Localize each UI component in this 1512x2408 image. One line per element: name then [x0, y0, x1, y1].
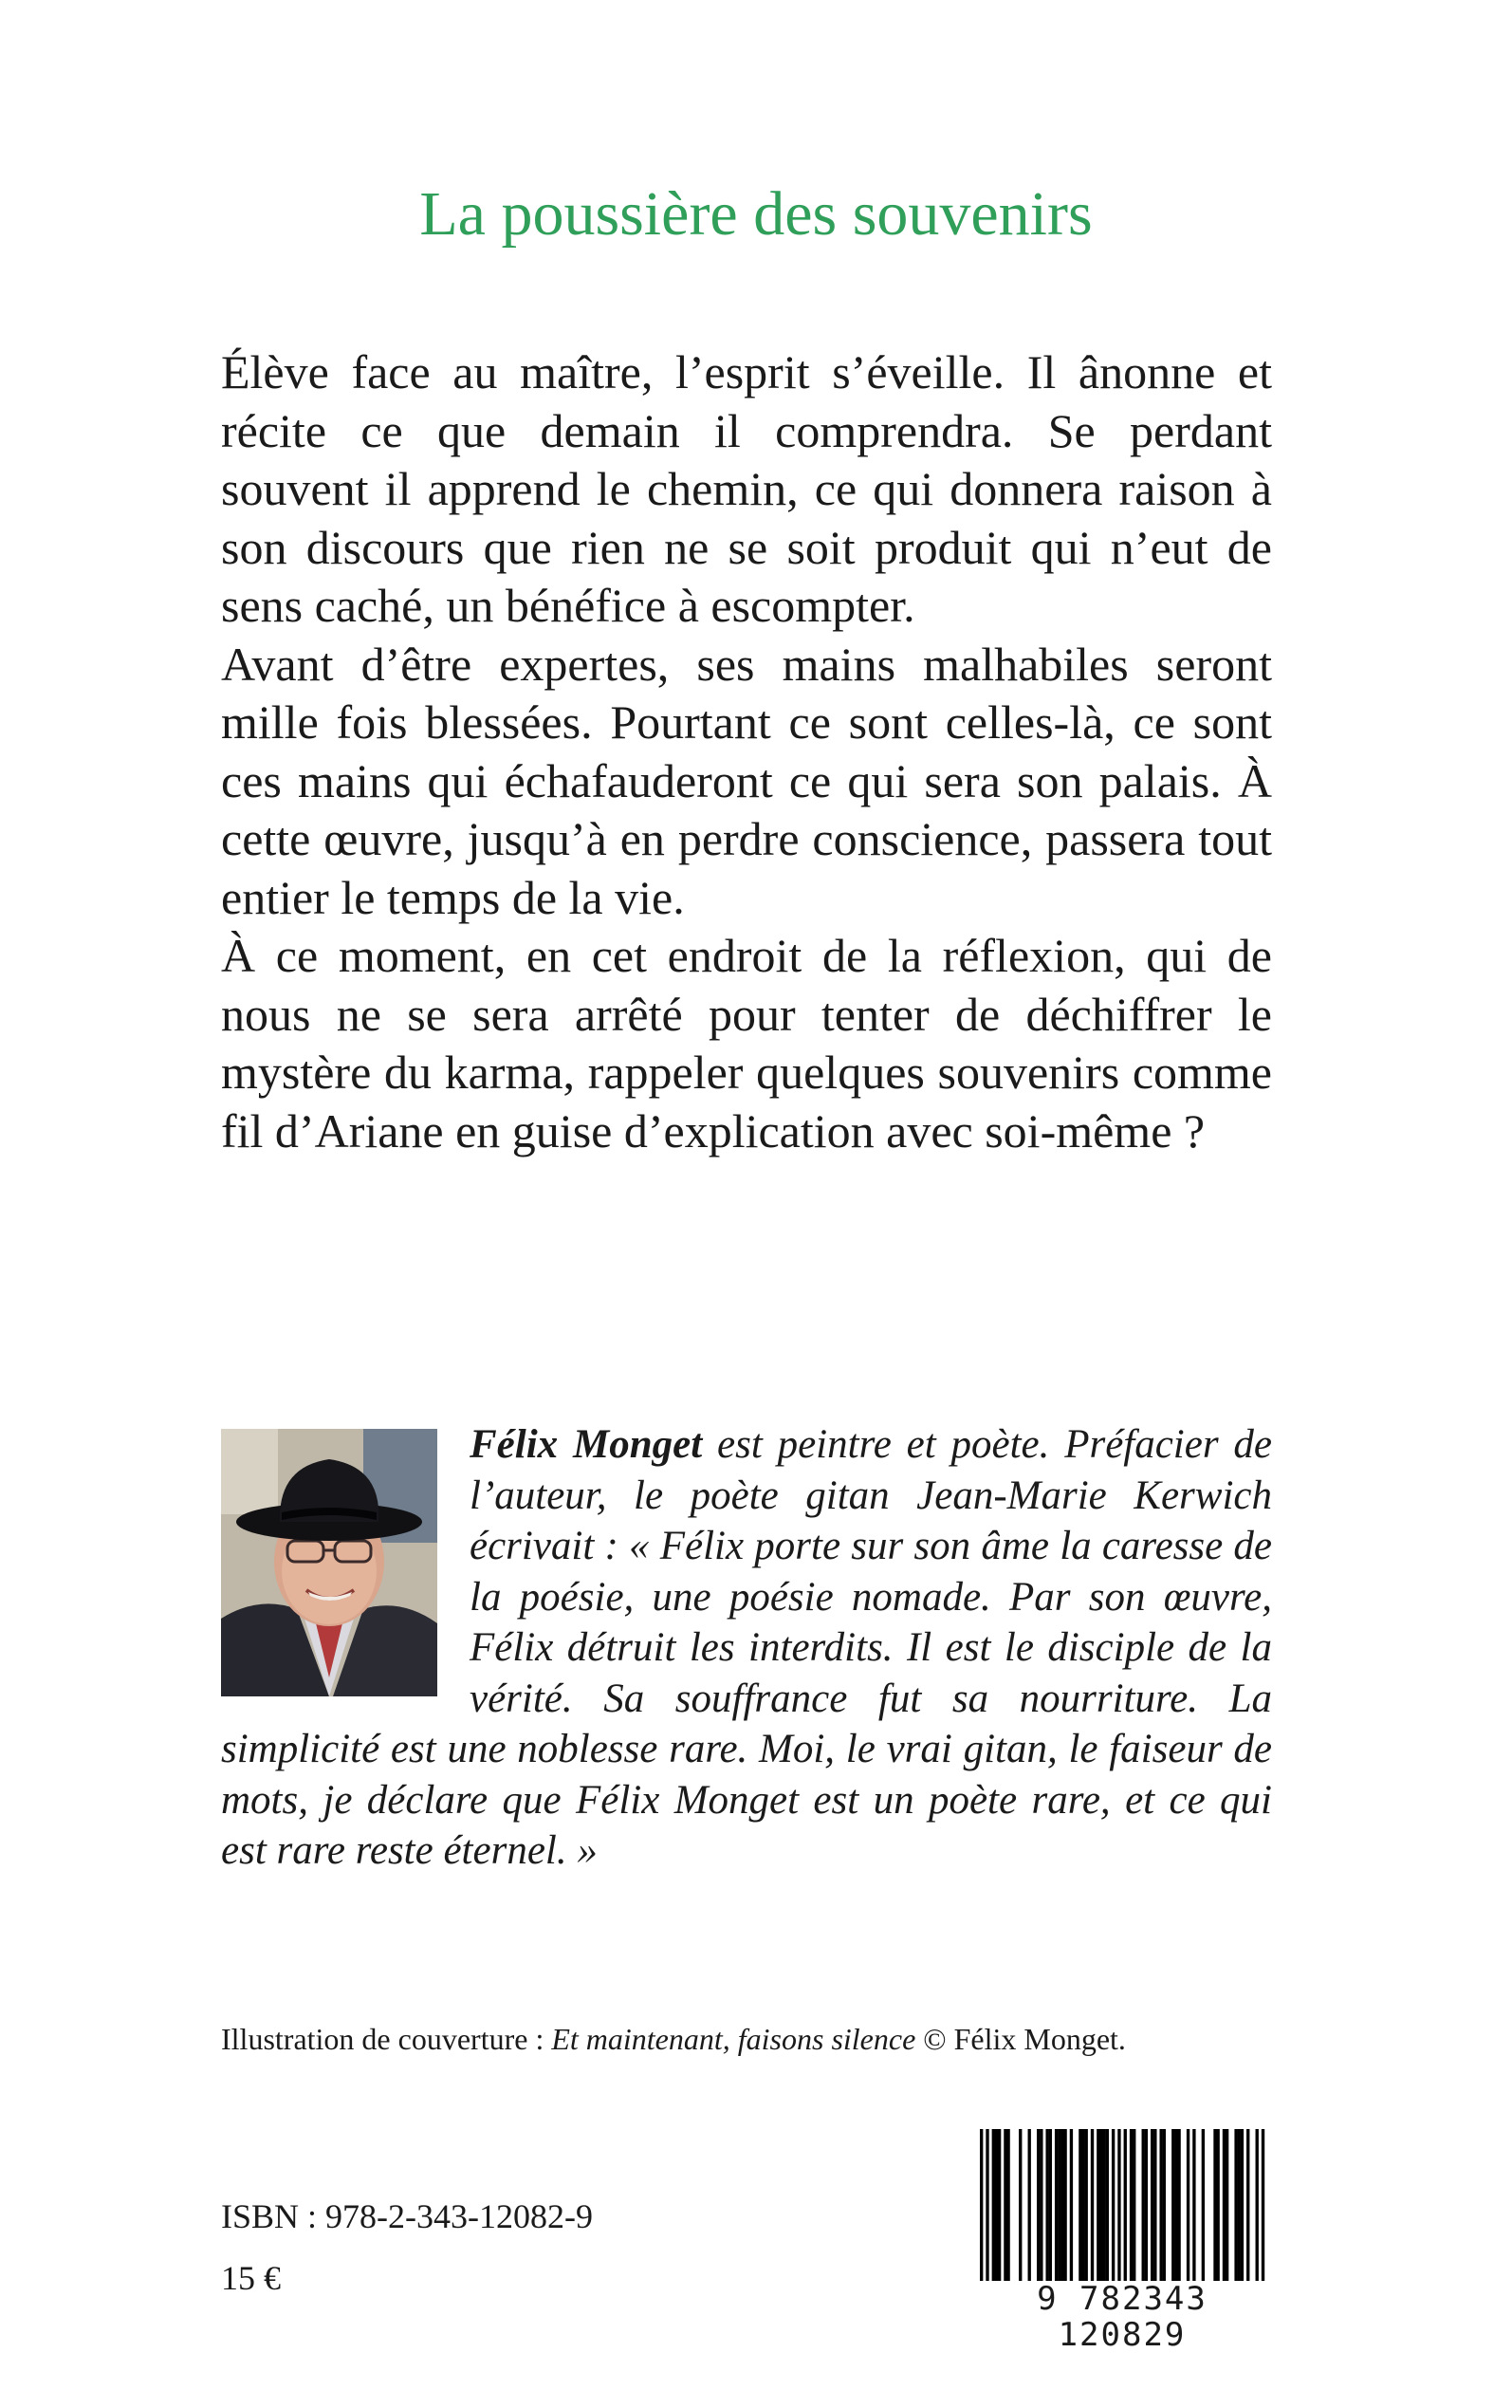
- price: 15 €: [221, 2259, 281, 2297]
- isbn: ISBN : 978-2-343-12082-9: [221, 2197, 593, 2235]
- back-cover-blurb: [221, 343, 1272, 1160]
- isbn-barcode: [968, 2129, 1277, 2353]
- blurb-paragraph: Avant d’être expertes, ses mains malhabiles seront mille fois blessées. Pourtant ce sont celles-là, ce sont ces mains qui échafauderont ce qui sera son palais. À cette œuvre, jusqu’à en perdre conscience, passera tout entier le temps de la vie.: [221, 637, 1272, 924]
- author-name: Félix Monget: [470, 1422, 703, 1467]
- credit-prefix: Illustration de couverture :: [221, 2022, 552, 2056]
- author-bio: [221, 1419, 1272, 1877]
- barcode-digits: 9 782343 120829: [968, 2281, 1277, 2353]
- credit-suffix: © Félix Monget.: [915, 2022, 1126, 2056]
- credit-work-title: Et maintenant, faisons silence: [551, 2022, 916, 2056]
- author-bio-text: est peintre et poète. Préfacier de l’auteur, le poète gitan Jean-Marie Kerwich écrivait : « Félix porte sur son âme la caresse de la poésie, une poésie nomade. Par son œuvre, Félix détruit les interdits. Il est le disciple de la vérité. Sa souffrance fut sa nourriture. La simplicité est une noblesse rare. Moi, le vrai gitan, le faiseur de mots, je déclare que Félix Monget est un poète rare, et ce qui est rare reste éternel. »: [221, 1422, 1272, 1873]
- book-title: La poussière des souvenirs: [419, 179, 1093, 249]
- blurb-paragraph: À ce moment, en cet endroit de la réflexion, qui de nous ne se sera arrêté pour tenter de déchiffrer le mystère du karma, rappeler quelques souvenirs comme fil d’Ariane en guise d’explication avec soi-même ?: [221, 929, 1272, 1158]
- author-photo: [221, 1429, 437, 1696]
- blurb-paragraph: Élève face au maître, l’esprit s’éveille. Il ânonne et récite ce que demain il comprendra. Se perdant souvent il apprend le chemin, ce qui donnera raison à son discours que rien ne se soit produit qui n’eut de sens caché, un bénéfice à escompter.: [221, 345, 1272, 632]
- illustration-credit: [221, 2021, 1126, 2057]
